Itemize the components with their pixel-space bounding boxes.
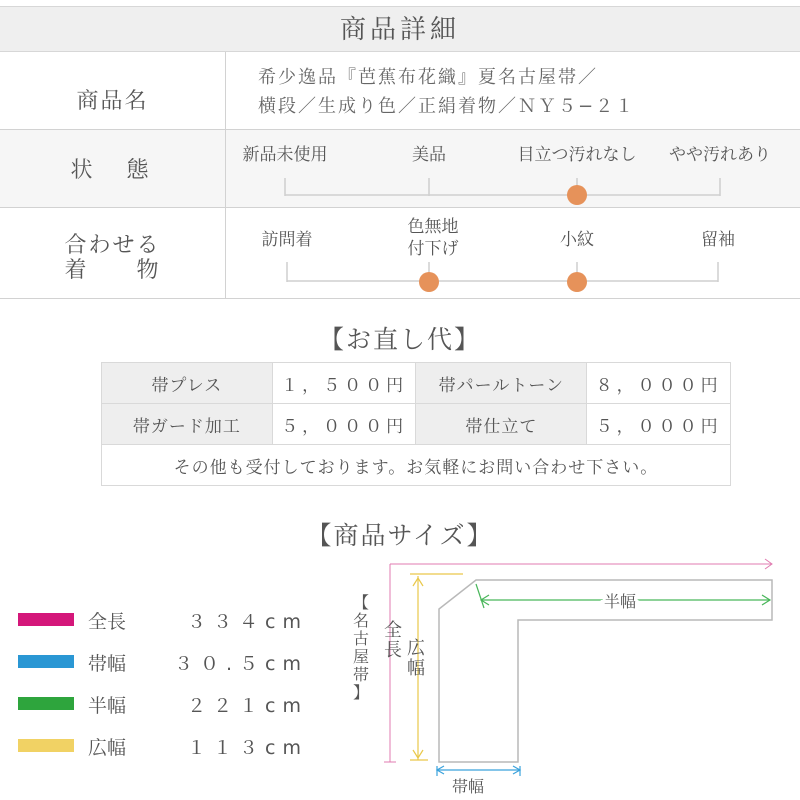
condition-label: 状 態 [70,158,155,183]
total-length-label: 全長 [384,620,402,661]
price-item: 帯プレス [102,363,273,404]
table-row [102,404,731,445]
matching-scale-line [0,0,800,300]
price-value: １，５００円 [272,363,416,404]
matching-label-line2: 着 物 [64,258,161,283]
legend-swatch-half-width [18,697,74,710]
condition-option-no-stains: 目立つ汚れなし [517,145,637,165]
table-row [102,363,731,404]
matching-option-iromuji: 色無地 [407,217,459,237]
total-length-line [384,559,772,762]
legend-name-total-length: 全長 [88,611,127,633]
price-value: ８，０００円 [587,363,731,404]
alteration-title: 【お直し代】 [318,325,481,354]
product-name-line1: 希少逸品『芭蕉布花織』夏名古屋帯／ [258,67,598,88]
row-divider [0,298,800,299]
price-item: 帯仕立て [416,404,587,445]
price-item: 帯ガード加工 [102,404,273,445]
matching-label-line1: 合わせる [64,233,161,258]
table-row [102,445,731,486]
condition-option-new: 新品未使用 [242,145,328,165]
wide-width-label: 広幅 [407,638,425,679]
size-title: 【商品サイズ】 [306,521,494,550]
legend-value-obi-width: ３０.５cm [174,653,308,675]
product-name-label: 商品名 [76,89,149,114]
price-value: ５，０００円 [587,404,731,445]
legend-value-total-length: ３３４cm [187,611,308,633]
legend-value-wide-width: １１３cm [187,737,308,759]
obi-size-diagram [340,550,800,800]
detail-title: 商品詳細 [0,6,800,52]
alteration-note: その他も受付しております。お気軽にお問い合わせ下さい。 [102,445,731,486]
legend-swatch-wide-width [18,739,74,752]
legend-name-half-width: 半幅 [88,695,127,717]
legend-swatch-total-length [18,613,74,626]
matching-option-tomesode: 留袖 [701,230,735,250]
matching-selected-marker-2 [567,272,587,292]
legend-name-wide-width: 広幅 [88,737,127,759]
obi-width-label: 帯幅 [451,777,485,796]
price-item: 帯パールトーン [416,363,587,404]
obi-type-label: 【名古屋帯】 [352,593,370,702]
matching-option-komon: 小紋 [560,230,594,250]
condition-option-slight-stains: やや汚れあり [669,145,771,165]
obi-width-line [437,766,520,776]
condition-option-excellent: 美品 [412,145,446,165]
legend-value-half-width: ２２１cm [187,695,308,717]
matching-selected-marker-1 [419,272,439,292]
matching-option-tsukesage: 付下げ [407,239,459,259]
legend-swatch-obi-width [18,655,74,668]
legend-name-obi-width: 帯幅 [88,653,127,675]
price-value: ５，０００円 [272,404,416,445]
half-width-label: 半幅 [604,592,637,611]
product-name-line2: 横段／生成り色／正絹着物／ＮＹ５−２１ [258,96,636,117]
matching-option-homongi: 訪問着 [261,230,313,250]
alteration-price-table [101,362,731,486]
